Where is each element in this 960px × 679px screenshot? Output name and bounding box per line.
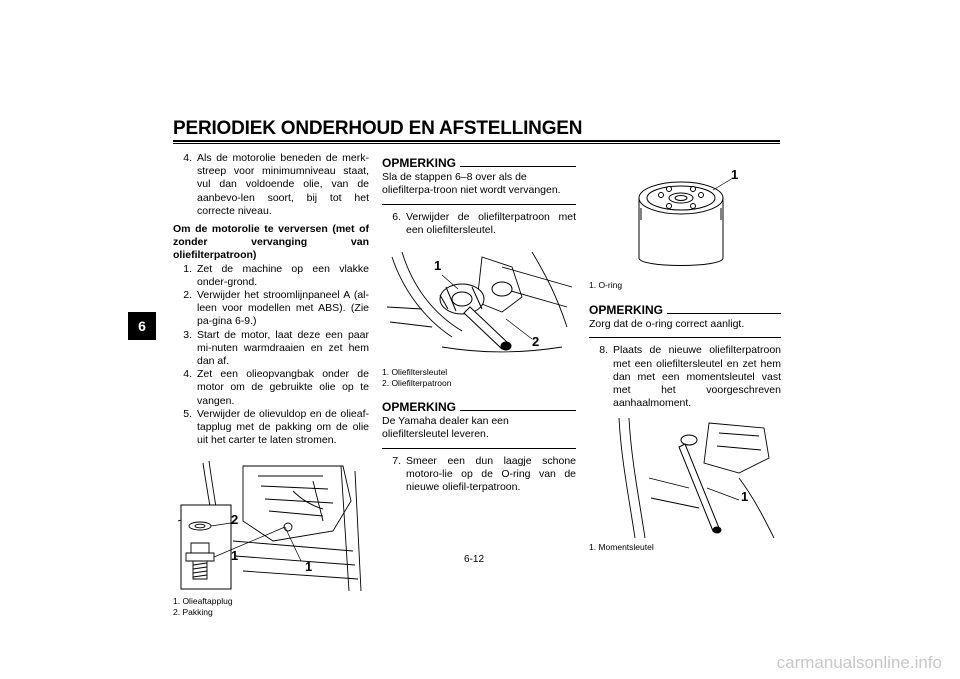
callout-1b: 1 bbox=[305, 559, 313, 575]
list-item: 4. Zet een olieopvangbak onder de motor om de gebruikte olie op te vangen. bbox=[183, 368, 369, 407]
note-end-rule bbox=[382, 448, 576, 449]
figure-captions: 1. Olieaftapplug 2. Pakking bbox=[173, 596, 233, 618]
note-body-2: De Yamaha dealer kan een oliefiltersleutel leveren. bbox=[382, 415, 509, 441]
chapter-tab: 6 bbox=[128, 312, 156, 340]
column-middle bbox=[382, 157, 576, 494]
callout-1: 1 bbox=[231, 548, 239, 564]
callout-1: 1 bbox=[741, 489, 749, 505]
step-4: 4. Als de motorolie beneden de merk-streep voor minimumniveau staat, vul dan voldoende olie, van de aanbevo-len soort, bij tot het correcte niveau. bbox=[183, 152, 369, 217]
page-number: 6-12 bbox=[464, 554, 485, 565]
note-heading: OPMERKING bbox=[589, 304, 781, 317]
step-list bbox=[173, 263, 369, 448]
figure-caption: 1. O-ring bbox=[589, 280, 623, 290]
step-6: 6. Verwijder de oliefilterpatroon met een oliefiltersleutel. bbox=[392, 210, 576, 236]
figure-caption: 1. Momentsleutel bbox=[589, 542, 654, 553]
page-title: PERIODIEK ONDERHOUD EN AFSTELLINGEN bbox=[173, 118, 583, 139]
figure-o-ring bbox=[589, 160, 781, 275]
note-heading-2: OPMERKING bbox=[382, 401, 576, 414]
title-rule bbox=[173, 140, 780, 142]
note-heading-1: OPMERKING bbox=[382, 157, 576, 170]
column-left bbox=[173, 152, 369, 618]
note-body: Zorg dat de o-ring correct aanligt. bbox=[589, 318, 745, 331]
torque-wrench-illustration bbox=[589, 418, 781, 538]
step-8: 8. Plaats de nieuwe oliefilterpatroon met een oliefiltersleutel en zet hem dan met een momentsleutel vast met het voorgeschreven aanhaalmoment. bbox=[599, 344, 781, 410]
list-item: 3. Start de motor, laat deze een paar mi-nuten warmdraaien en zet hem dan af. bbox=[183, 328, 369, 368]
callout-1: 1 bbox=[434, 258, 442, 274]
note-body-1: Sla de stappen 6–8 over als de oliefilterpa-troon niet wordt vervangen. bbox=[382, 171, 561, 197]
list-item: 2. Verwijder het stroomlijnpaneel A (al-leen voor modellen met ABS). (Zie pa-gina 6-9.) bbox=[183, 289, 369, 328]
callout-1: 1 bbox=[731, 167, 739, 182]
oil-filter-illustration bbox=[589, 160, 781, 275]
list-item: 5. Verwijder de olievuldop en de olieaf-tapplug met de pakking om de olie uit het carter te laten stromen. bbox=[183, 407, 369, 447]
watermark: carmanualsonline.info bbox=[776, 653, 942, 672]
note-end-rule bbox=[382, 204, 576, 205]
callout-2: 2 bbox=[532, 334, 540, 350]
figure-filter-wrench bbox=[382, 247, 576, 365]
note-end-rule bbox=[589, 337, 781, 338]
column-right bbox=[589, 160, 781, 553]
drain-plug-illustration bbox=[173, 461, 369, 596]
list-item: 1. Zet de machine op een vlakke onder-grond. bbox=[183, 262, 369, 288]
callout-2: 2 bbox=[231, 512, 239, 528]
figure-captions: 1. Oliefiltersleutel 2. Oliefilterpatroon bbox=[382, 367, 452, 389]
step-7: 7. Smeer een dun laagje schone motoro-lie op de O-ring van de nieuwe oliefil-terpatroon. bbox=[392, 454, 576, 494]
figure-drain-plug bbox=[173, 461, 369, 596]
title-rule-thin bbox=[173, 143, 780, 144]
section-heading: Om de motorolie te verversen (met of zonder vervanging van oliefilterpatroon) bbox=[173, 223, 369, 262]
figure-torque-wrench bbox=[589, 418, 781, 538]
filter-wrench-illustration bbox=[382, 247, 576, 365]
